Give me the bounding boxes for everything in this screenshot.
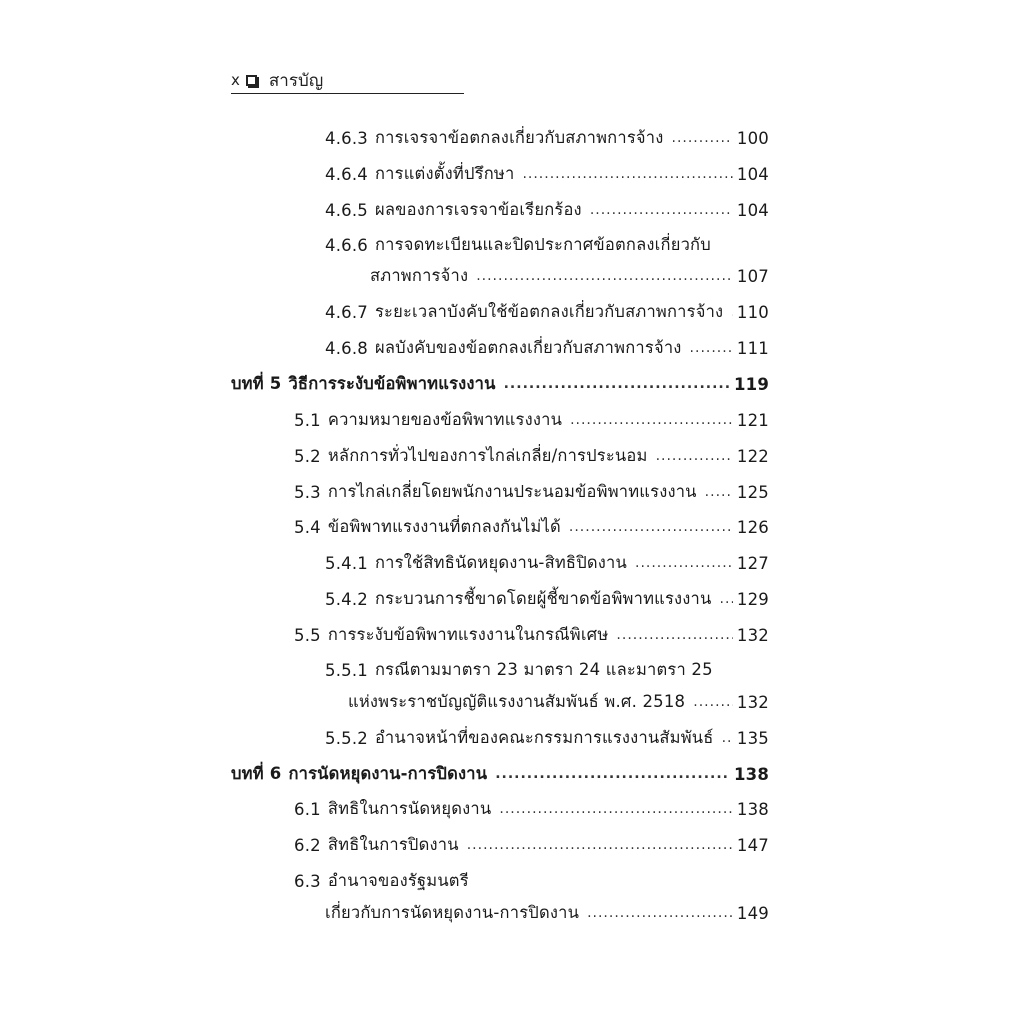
page-ref: 122 bbox=[736, 446, 769, 466]
chapter-number: บทที่ 6 bbox=[231, 764, 282, 783]
toc-entry bbox=[325, 549, 769, 577]
section-number: 5.4.2 bbox=[325, 589, 368, 609]
toc-entry bbox=[325, 231, 769, 259]
toc-entry bbox=[294, 442, 769, 470]
section-title: ความหมายของข้อพิพาทแรงงาน bbox=[327, 410, 563, 429]
chapter-title: การนัดหยุดงาน-การปิดงาน bbox=[288, 764, 488, 783]
square-bullet-icon bbox=[246, 75, 257, 86]
dot-leader bbox=[616, 627, 732, 649]
section-title: สิทธิในการนัดหยุดงาน bbox=[327, 799, 492, 818]
toc-entry bbox=[294, 867, 769, 895]
section-number: 5.4 bbox=[294, 517, 321, 537]
section-number: 6.2 bbox=[294, 835, 321, 855]
section-number: 4.6.6 bbox=[325, 235, 368, 255]
page-ref: 104 bbox=[736, 164, 769, 184]
section-number: 6.3 bbox=[294, 871, 321, 891]
section-title: ระยะเวลาบังคับใช้ข้อตกลงเกี่ยวกับสภาพการจ้าง bbox=[374, 302, 724, 321]
page-ref: 138 bbox=[733, 764, 769, 784]
dot-leader bbox=[504, 376, 730, 398]
dot-leader bbox=[672, 130, 733, 152]
toc-entry bbox=[325, 334, 769, 362]
section-title: ข้อพิพาทแรงงานที่ตกลงกันไม่ได้ bbox=[327, 517, 561, 536]
page-ref: 100 bbox=[736, 128, 769, 148]
section-title: ผลของการเจรจาข้อเรียกร้อง bbox=[374, 200, 582, 219]
section-number: 4.6.8 bbox=[325, 338, 368, 358]
dot-leader bbox=[570, 412, 733, 434]
toc-entry bbox=[325, 298, 769, 326]
toc-entry bbox=[325, 656, 769, 684]
section-title: แห่งพระราชบัญญัติแรงงานสัมพันธ์ พ.ศ. 2518 bbox=[348, 692, 686, 711]
dot-leader bbox=[722, 730, 733, 752]
section-title: การเจรจาข้อตกลงเกี่ยวกับสภาพการจ้าง bbox=[374, 128, 664, 147]
section-title: การจดทะเบียนและปิดประกาศข้อตกลงเกี่ยวกับ bbox=[374, 235, 711, 254]
section-number: 4.6.4 bbox=[325, 164, 368, 184]
toc-entry bbox=[325, 724, 769, 752]
page-ref: 135 bbox=[736, 728, 769, 748]
dot-leader bbox=[690, 340, 733, 362]
section-number: 5.4.1 bbox=[325, 553, 368, 573]
section-title: หลักการทั่วไปของการไกล่เกลี่ย/การประนอม bbox=[327, 446, 648, 465]
page-ref: 125 bbox=[736, 482, 769, 502]
page-ref: 119 bbox=[733, 374, 769, 394]
toc-chapter bbox=[231, 370, 769, 398]
page-ref: 147 bbox=[736, 835, 769, 855]
toc-entry bbox=[294, 621, 769, 649]
dot-leader bbox=[635, 555, 733, 577]
toc-entry bbox=[294, 406, 769, 434]
toc-entry bbox=[294, 831, 769, 859]
dot-leader bbox=[705, 484, 733, 506]
toc-entry bbox=[325, 160, 769, 188]
page-ref: 107 bbox=[736, 266, 769, 286]
dot-leader bbox=[720, 591, 733, 613]
page-ref: 149 bbox=[736, 903, 769, 923]
page-title: สารบัญ bbox=[268, 70, 324, 91]
page-ref: 111 bbox=[736, 338, 769, 358]
section-title: กรณีตามมาตรา 23 มาตรา 24 และมาตรา 25 bbox=[374, 660, 713, 679]
toc-entry bbox=[325, 196, 769, 224]
section-title: เกี่ยวกับการนัดหยุดงาน-การปิดงาน bbox=[325, 903, 580, 922]
toc-entry bbox=[294, 513, 769, 541]
section-title: การแต่งตั้งที่ปรึกษา bbox=[374, 164, 515, 183]
section-number: 5.1 bbox=[294, 410, 321, 430]
header-rule bbox=[231, 93, 464, 94]
section-title: สิทธิในการปิดงาน bbox=[327, 835, 459, 854]
dot-leader bbox=[656, 448, 733, 470]
toc-entry bbox=[294, 478, 769, 506]
toc-entry-continuation bbox=[325, 899, 769, 927]
dot-leader bbox=[693, 694, 733, 716]
page-ref: 138 bbox=[736, 799, 769, 819]
dot-leader bbox=[569, 519, 733, 541]
section-number: 6.1 bbox=[294, 799, 321, 819]
dot-leader bbox=[522, 166, 732, 188]
page-ref: 110 bbox=[736, 302, 769, 322]
section-number: 5.5.1 bbox=[325, 660, 368, 680]
page-ref: 104 bbox=[736, 200, 769, 220]
section-title: อำนาจของรัฐมนตรี bbox=[327, 871, 469, 890]
dot-leader bbox=[587, 905, 733, 927]
section-number: 5.5.2 bbox=[325, 728, 368, 748]
section-title: การใช้สิทธินัดหยุดงาน-สิทธิปิดงาน bbox=[374, 553, 627, 572]
section-number: 4.6.3 bbox=[325, 128, 368, 148]
dot-leader bbox=[590, 202, 733, 224]
section-title: กระบวนการชี้ขาดโดยผู้ชี้ขาดข้อพิพาทแรงงาน bbox=[374, 589, 712, 608]
toc-entry-continuation bbox=[348, 688, 769, 716]
dot-leader bbox=[731, 304, 733, 326]
chapter-title: วิธีการระงับข้อพิพาทแรงงาน bbox=[288, 374, 496, 393]
chapter-number: บทที่ 5 bbox=[231, 374, 282, 393]
section-number: 5.2 bbox=[294, 446, 321, 466]
page-ref: 127 bbox=[736, 553, 769, 573]
toc-chapter bbox=[231, 760, 769, 788]
toc-entry bbox=[294, 795, 769, 823]
page-ref: 121 bbox=[736, 410, 769, 430]
dot-leader bbox=[467, 837, 733, 859]
section-number: 4.6.5 bbox=[325, 200, 368, 220]
running-header bbox=[231, 66, 463, 94]
section-title: การระงับข้อพิพาทแรงงานในกรณีพิเศษ bbox=[327, 625, 609, 644]
section-number: 5.5 bbox=[294, 625, 321, 645]
section-number: 5.3 bbox=[294, 482, 321, 502]
page-number: x bbox=[231, 71, 240, 89]
dot-leader bbox=[499, 801, 733, 823]
page-ref: 132 bbox=[736, 692, 769, 712]
section-title: อำนาจหน้าที่ของคณะกรรมการแรงงานสัมพันธ์ bbox=[374, 728, 714, 747]
section-title: สภาพการจ้าง bbox=[370, 266, 469, 285]
section-number: 4.6.7 bbox=[325, 302, 368, 322]
page-ref: 126 bbox=[736, 517, 769, 537]
page-ref: 132 bbox=[736, 625, 769, 645]
toc-entry bbox=[325, 585, 769, 613]
section-title: การไกล่เกลี่ยโดยพนักงานประนอมข้อพิพาทแรงงาน bbox=[327, 482, 697, 501]
toc-entry bbox=[325, 124, 769, 152]
dot-leader bbox=[476, 268, 733, 290]
dot-leader bbox=[495, 766, 730, 788]
section-title: ผลบังคับของข้อตกลงเกี่ยวกับสภาพการจ้าง bbox=[374, 338, 682, 357]
page-ref: 129 bbox=[736, 589, 769, 609]
toc-entry-continuation bbox=[370, 262, 769, 290]
